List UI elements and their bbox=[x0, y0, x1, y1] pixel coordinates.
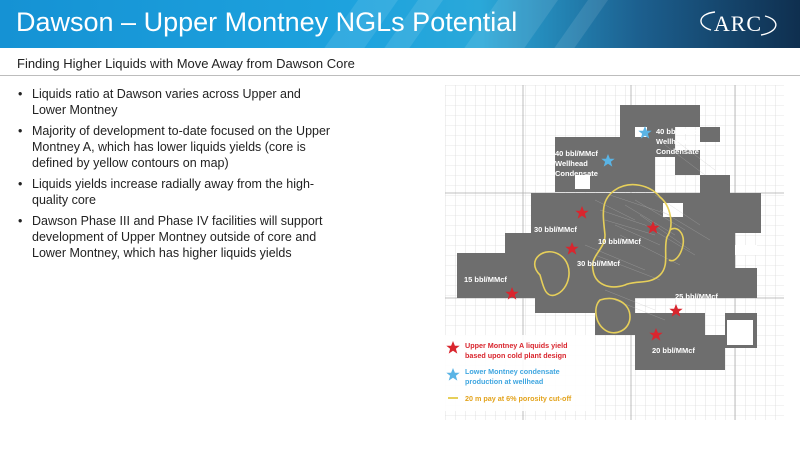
bullet-item: • Dawson Phase III and Phase IV facilities will support development of Upper Montney outside of core and Lower Montney, which has higher liquids yields bbox=[18, 213, 333, 261]
label-20-bbl: 20 bbl/MMcf bbox=[652, 346, 695, 355]
label-lm-west-3: Condensate bbox=[555, 169, 598, 178]
arc-logo bbox=[691, 6, 786, 40]
bullet-item: • Liquids yields increase radially away from the high-quality core bbox=[18, 176, 333, 208]
bullet-item: • Liquids ratio at Dawson varies across Upper and Lower Montney bbox=[18, 86, 333, 118]
label-lm-west-1: 40 bbl/MMcf bbox=[555, 149, 598, 158]
slide-title: Dawson – Upper Montney NGLs Potential bbox=[16, 7, 518, 37]
label-10-bbl: 10 bbl/MMcf bbox=[598, 237, 641, 246]
bullet-list bbox=[18, 86, 333, 266]
map-graphic bbox=[445, 85, 784, 420]
label-lm-north-2: Wellhead bbox=[656, 137, 689, 146]
title-banner bbox=[0, 0, 800, 48]
label-15-bbl: 15 bbl/MMcf bbox=[464, 275, 507, 284]
slide-subtitle: Finding Higher Liquids with Move Away from Dawson Core bbox=[17, 56, 355, 71]
legend-blue-line2: production at wellhead bbox=[465, 377, 544, 386]
legend-yellow-text: 20 m pay at 6% porosity cut-off bbox=[465, 394, 572, 403]
label-lm-north-3: Condensate bbox=[656, 147, 699, 156]
label-lm-north-1: 40 bbl/MMcf bbox=[656, 127, 699, 136]
label-25-bbl: 25 bbl/MMcf bbox=[675, 292, 718, 301]
logo-text: ARC bbox=[713, 11, 763, 36]
legend-blue-line1: Lower Montney condensate bbox=[465, 367, 560, 376]
legend-red-line2: based upon cold plant design bbox=[465, 351, 567, 360]
divider bbox=[0, 75, 800, 76]
dawson-map bbox=[445, 85, 784, 420]
legend-red-line1: Upper Montney A liquids yield bbox=[465, 341, 568, 350]
bullet-item: • Majority of development to-date focused on the Upper Montney A, which has lower liquids yields (core is defined by yellow contours on map) bbox=[18, 123, 333, 171]
label-lm-west-2: Wellhead bbox=[555, 159, 588, 168]
map-legend bbox=[445, 335, 595, 411]
label-30-bbl-b: 30 bbl/MMcf bbox=[577, 259, 620, 268]
label-30-bbl-a: 30 bbl/MMcf bbox=[534, 225, 577, 234]
